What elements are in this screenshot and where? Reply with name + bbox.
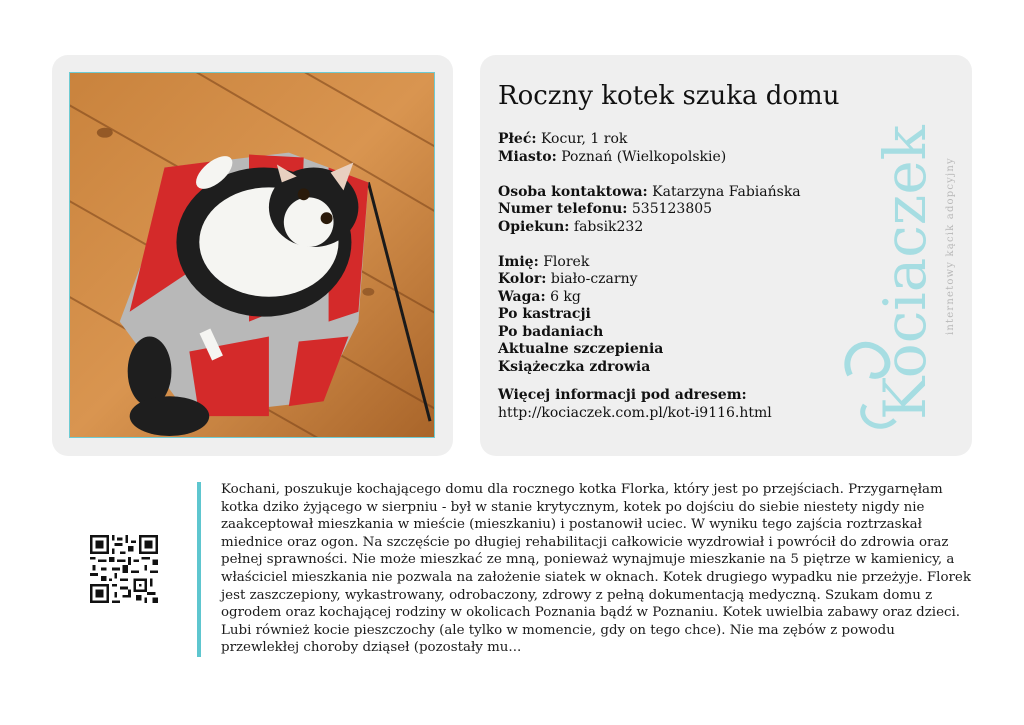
field-kolor xyxy=(498,271,801,289)
tag-szczepienia: Aktualne szczepienia xyxy=(498,341,664,357)
kociaczek-logo xyxy=(840,75,970,435)
cat-photo xyxy=(69,72,435,438)
field-value: Kocur, 1 rok xyxy=(540,131,628,147)
field-label: Płeć: xyxy=(498,131,537,147)
listing-fields xyxy=(498,131,801,422)
listing-info-card xyxy=(480,55,972,456)
field-opiekun xyxy=(498,219,801,237)
listing-description: Kochani, poszukuje kochającego domu dla rocznego kotka Florka, który jest po przejściach. Przygarnęłam kotka dziko żyjącego w sierpniu - był w stanie krytycznym, kotek po dojściu do siebie niestety nigdy nie zaakceptował mieszkania w mieście (mieszkaniu) i postanowił uciec. W wyniku tego zajścia roztrzaskał miednice oraz ogon. Na szczęście po długiej rehabilitacji całkowicie wyzdrowiał i powrócił do zdrowia oraz pełnej sprawności. Nie może mieszkać ze mną, ponieważ wynajmuje mieszkanie na 5 piętrze w kamienicy, a właściciel mieszkania nie pozwala na założenie siatek w oknach. Kotek drugiego wypadku nie przeżyje. Florek jest zaszczepiony, wykastrowany, odrobaczony, zdrowy z pełną dokumentacją medyczną. Szukam domu z ogrodem oraz kochającej rodziny w okolicach Poznania bądź w Poznaniu. Kotek uwielbia zabawy oraz dzieci. Lubi również kocie pieszczochy (ale tylko w momencie, gdy on tego chce). Nie ma zębów z powodu przewlekłej choroby dziąseł (pozostały mu... xyxy=(221,482,971,656)
cat-in-bag-image xyxy=(70,73,434,437)
field-label: Osoba kontaktowa: xyxy=(498,183,648,200)
more-info-label: Więcej informacji pod adresem: xyxy=(498,387,747,403)
field-value: 6 kg xyxy=(550,288,581,305)
field-label: Opiekun: xyxy=(498,218,570,235)
photo-card xyxy=(52,55,453,456)
field-label: Numer telefonu: xyxy=(498,201,628,217)
field-value: Katarzyna Fabiańska xyxy=(652,183,801,200)
description-accent-bar xyxy=(197,482,201,657)
field-label: Kolor: xyxy=(498,271,547,287)
field-label: Miasto: xyxy=(498,148,557,165)
tag-ksiazeczka: Książeczka zdrowia xyxy=(498,358,651,375)
field-value: Florek xyxy=(543,253,590,270)
tag-kastracja: Po kastracji xyxy=(498,306,591,322)
field-label: Waga: xyxy=(498,288,546,305)
logo-wordmark: Kociaczek xyxy=(871,125,939,420)
field-miasto xyxy=(498,149,801,167)
field-telefon xyxy=(498,201,801,219)
field-kontakt xyxy=(498,184,801,202)
field-plec xyxy=(498,131,801,149)
field-value: biało-czarny xyxy=(550,271,638,287)
field-imie xyxy=(498,254,801,272)
field-label: Imię: xyxy=(498,253,539,270)
listing-title: Roczny kotek szuka domu xyxy=(498,81,840,111)
qr-code-icon xyxy=(90,535,158,603)
more-info-url[interactable]: http://kociaczek.com.pl/kot-i9116.html xyxy=(498,404,772,421)
field-value: Poznań (Wielkopolskie) xyxy=(561,148,727,165)
field-value: fabsik232 xyxy=(573,218,644,235)
field-value: 535123805 xyxy=(631,201,713,217)
tag-badania: Po badaniach xyxy=(498,323,604,340)
field-waga xyxy=(498,289,801,307)
logo-tagline: internetowy kącik adopcyjny xyxy=(945,157,956,335)
